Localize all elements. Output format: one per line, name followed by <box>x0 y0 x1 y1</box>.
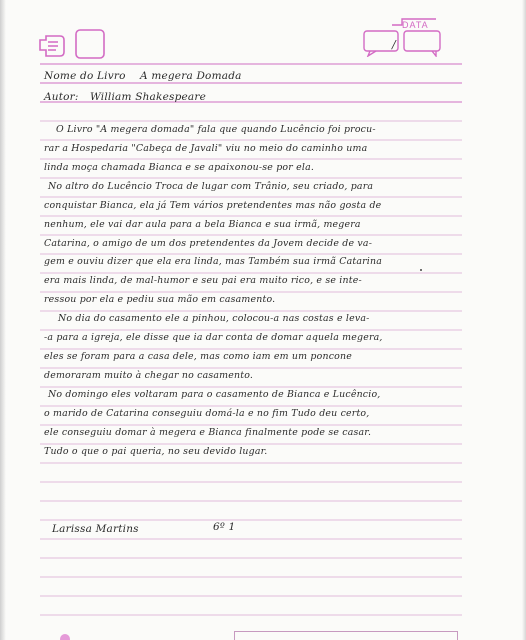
summary-line: O Livro "A megera domada" fala que quando Lucêncio foi procu- <box>56 124 376 135</box>
date-value: / <box>392 38 396 51</box>
summary-line: era mais linda, de mal-humor e seu pai era muito rico, e se inte- <box>44 275 362 286</box>
summary-line: o marido de Catarina conseguiu domá-la e no fim Tudo deu certo, <box>44 408 370 419</box>
summary-line: No dia do casamento ele a pinhou, colocou-a nas costas e leva- <box>58 313 370 324</box>
summary-line: conquistar Bianca, ela já Tem vários pretendentes mas não gosta de <box>44 200 382 211</box>
summary-line: Catarina, o amigo de um dos pretendentes da Jovem decide de va- <box>44 238 373 249</box>
summary-line: Tudo o que o pai queria, no seu devido lugar. <box>44 446 268 457</box>
student-name: Larissa Martins <box>52 523 139 535</box>
book-title: A megera Domada <box>140 70 242 82</box>
notebook-brand-logo <box>38 28 106 60</box>
summary-line: ressou por ela e pediu sua mão em casamento. <box>44 294 276 305</box>
author-label: Autor: <box>44 91 79 103</box>
date-label: DATA <box>402 20 429 30</box>
summary-line: nenhum, ele vai dar aula para a bela Bianca e sua irmã, megera <box>44 219 361 230</box>
summary-line: ele conseguiu domar à megera e Bianca finalmente pode se casar. <box>44 427 372 438</box>
summary-line: linda moça chamada Bianca e se apaixonou-se por ela. <box>44 162 315 173</box>
footer-frame <box>234 631 458 640</box>
footer-mark <box>60 634 70 640</box>
book-label: Nome do Livro <box>44 70 126 82</box>
summary-line: demoraram muito à chegar no casamento. <box>44 370 254 381</box>
summary-line: -a para a igreja, ele disse que ia dar conta de domar aquela megera, <box>44 332 383 343</box>
ink-dot <box>420 269 422 271</box>
summary-line: rar a Hospedaria "Cabeça de Javali" viu no meio do caminho uma <box>44 143 368 154</box>
summary-line: eles se foram para a casa dele, mas como iam em um poncone <box>44 351 352 362</box>
summary-line: No altro do Lucêncio Troca de lugar com Trânio, seu criado, para <box>48 181 374 192</box>
summary-line: No domingo eles voltaram para o casamento de Bianca e Lucêncio, <box>48 389 381 400</box>
author-name: William Shakespeare <box>90 91 207 103</box>
student-grade: 6º 1 <box>213 521 236 533</box>
summary-line: gem e ouviu dizer que ela era linda, mas Também sua irmã Catarina <box>44 256 383 267</box>
